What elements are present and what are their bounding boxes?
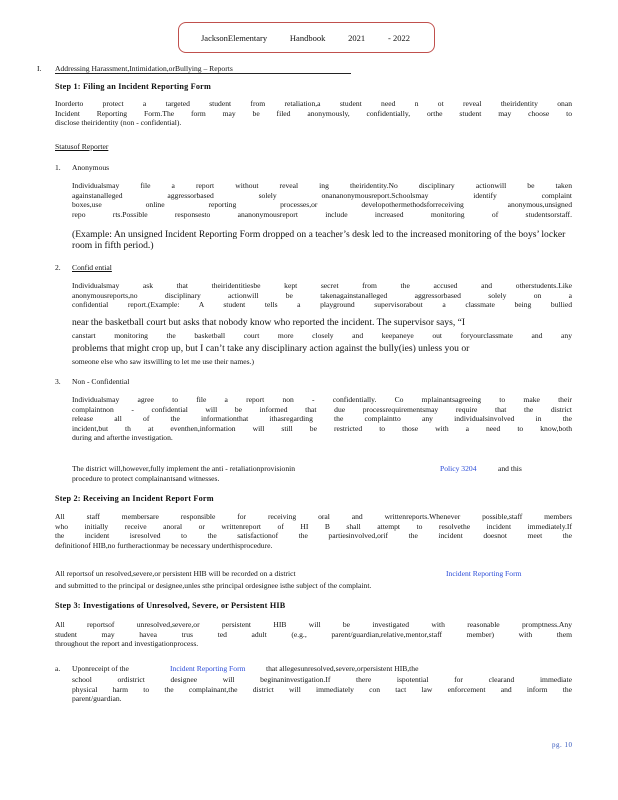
text-line: Individualsmay ask that theiridentitiesbe kept secret from the accused and otherstudents.Like [72,281,572,290]
step2-heading: Step 2: Receiving an Incident Report Form [55,494,214,503]
item1-title: Anonymous [72,163,110,172]
text-line: repo rts.Possible responsesto ananonymousreport include increased monitoring of studentsorstaff. [72,209,572,219]
section-roman: I. [37,64,42,73]
text-line: Inorderto protect a targeted student from retaliation,a student need n ot reveal theiridentity onan [55,99,572,108]
text-line: parent/guardian. [72,694,122,704]
page-number: pg. 10 [552,741,573,749]
text-line: anonymousreports,no disciplinary actionwill be takenagainstanalleged aggressorbased solely on a [72,290,572,300]
item2-quote-line1: near the basketball court but asks that nobody know who reported the incident. The supervisor says, “I [72,317,466,328]
text-line: throughout the report and investigationprocess. [55,639,199,649]
item-a-text-start: Uponreceipt of the [72,664,129,673]
item1-paragraph [72,181,572,219]
text-line: release all of the informationthat ithasregarding the complaintto any individualsinvolved in the [72,414,572,424]
text-line: boxes,use online reporting processes,or developothermethodsforreceiving anonymous,unsigned [72,200,572,210]
section-title: Addressing Harassment,Intimidation,orBullying – Reports [55,64,233,73]
header-doc: Handbook [289,32,326,43]
incident-form-link[interactable]: Incident Reporting Form [446,569,522,578]
item-a-number: a. [55,664,61,673]
step2-p2-line2: and submitted to the principal or designee,unles sthe principal ordesignee isthe subject of the complaint. [55,581,372,590]
item3-p2-text: The district will,however,fully implement the anti - retaliationprovisionin [72,464,296,473]
text-line: student may havea trus ted adult (e.g., parent/guardian,relative,mentor,staff member) with them [55,629,572,639]
item1-number: 1. [55,163,61,172]
text-line: complaintnon - confidential will be informed that due processrequirementsmay require that the district [72,404,572,414]
text-line: physical harm to the complainant,the district will immediately con tact law enforcement and inform the [72,684,572,694]
text-line: school ordistrict designee will beginaninvestigation.If there ispotential for clearand immediate [72,675,572,684]
section-underline [55,73,351,74]
text-line: disclose theiridentity (non - confidential). [55,118,182,128]
header-school: JacksonElementary [201,32,268,43]
item2-title: Confid ential [72,263,112,272]
policy-link[interactable]: Policy 3204 [440,464,477,473]
text-line: All staff membersare responsible for receiving oral and writtenreports.Whenever possible,staff members [55,512,572,521]
status-heading: Statusof Reporter [55,142,109,151]
item2-number: 2. [55,263,61,272]
item3-p2-text-end: and this [498,464,522,473]
item3-title: Non - Confidential [72,377,130,386]
item1-example: (Example: An unsigned Incident Reporting Form dropped on a teacher’s desk led to the increased monitoring of the boys’ locker room in fifth period.) [72,229,566,251]
step1-heading: Step 1: Filing an Incident Reporting Form [55,82,212,91]
incident-form-link[interactable]: Incident Reporting Form [170,664,246,673]
text-line: the incident isresolved to the satisfactionof the partiesinvolved,orif the incident doesnot meet the [55,531,572,541]
text-line: againstanalleged aggressorbased solely onananonymousreport.Schoolsmay identify complaint [72,190,572,200]
item3-number: 3. [55,377,61,386]
header-year-end: - 2022 [388,32,410,43]
text-line: who initially receive anoral or writtenreport of HI B shall attempt to resolvethe incident immediately.If [55,521,572,531]
item2-line-mid [72,331,572,341]
text-line: Incident Reporting Form.The form may be filed anonymously, confidentially, orthe student may choose to [55,108,572,118]
text-line: canstart monitoring the basketball court more closely and keepaneye out foryourclassmate and any [72,331,572,340]
text-line: during and afterthe investigation. [72,433,173,443]
step2-paragraph [55,512,572,550]
item-a-text-end: that allegesunresolved,severe,orpersistent HIB,the [266,664,419,673]
item3-paragraph [72,395,572,443]
step3-heading: Step 3: Investigations of Unresolved, Severe, or Persistent HIB [55,601,286,610]
step3-paragraph [55,620,572,649]
item3-p2-line2: procedure to protect complainantsand witnesses. [72,474,220,483]
header-box [178,22,435,53]
step1-paragraph [55,99,572,128]
text-line: Individualsmay agree to file a report non - confidentially. Co mplainantsagreeing to make their [72,395,572,404]
header-year-start: 2021 [348,32,366,43]
text-line: Individualsmay file a report without reveal ing theiridentity.No disciplinary actionwill be taken [72,181,572,190]
text-line: incident,but th at eventhen,information will still be restricted to those with a need to know,both [72,423,572,433]
item2-quote-line2: problems that might crop up, but I can’t take any disciplinary action against the bully(ies) unless you or [72,343,470,354]
item2-line-end: someone else who saw itswilling to let me use their names.) [72,357,255,366]
step2-p2-text: All reportsof un resolved,severe,or persistent HIB will be recorded on a district [55,569,296,578]
text-line: All reportsof unresolved,severe,or persistent HIB will be investigated with reasonable promptness.Any [55,620,572,629]
item2-paragraph [72,281,572,310]
text-line: definitionof HIB,no furtheractionmay be necessary underthisprocedure. [55,540,273,550]
item-a-paragraph [72,675,572,704]
text-line: confidential report.(Example: A student tells a playground supervisorabout a classmate being bullied [72,300,572,310]
